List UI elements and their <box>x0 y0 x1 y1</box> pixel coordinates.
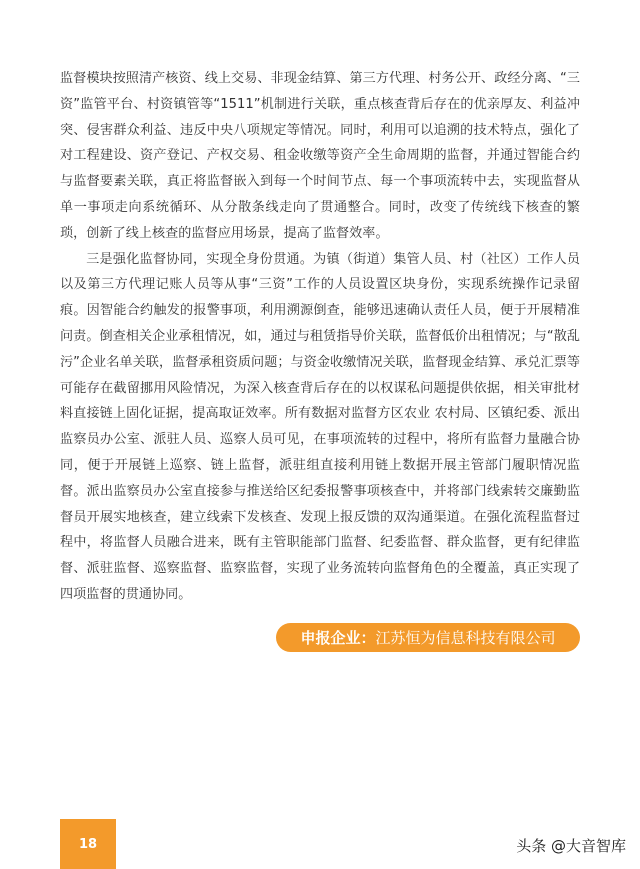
body-paragraph-2: 三是强化监督协同，实现全身份贯通。为镇（街道）集管人员、村（社区）工作人员以及第三方代理记账人员等从事“三资”工作的人员设置区块身份，实现系统操作记录留痕。因智能合约触发的报警事项，利用溯源倒查，能够迅速确认责任人员，便于开展精准问责。倒查相关企业承租情况，如，通过与租赁指导价关联，监督低价出租情况；与“散乱污”企业名单关联，监督承租资质问题；与资金收缴情况关联，监督现金结算、承兑汇票等可能存在截留挪用风险情况，为深入核查背后存在的以权谋私问题提供依据，相关审批材料直接链上固化证据，提高取证效率。所有数据对监督方区农业 农村局、区镇纪委、派出监察员办公室、派驻人员、巡察人员可见，在事项流转的过程中，将所有监督力量融合协同，便于开展链上巡察、链上监督，派驻组直接利用链上数据开展主管部门履职情况监督。派出监察员办公室直接参与推送给区纪委报警事项核查中，并将部门线索转交廉勤监督员开展实地核查，建立线索下发核查、发现上报反馈的双沟通渠道。在强化流程监督过程中，将监督人员融合进来，既有主管职能部门监督、纪委监督、群众监督，更有纪律监督、派驻监督、巡察监督、监察监督，实现了业务流转向监督角色的全覆盖，真正实现了四项监督的贯通协同。 <box>60 251 580 602</box>
page-number: 18 <box>60 819 116 869</box>
article-body <box>60 66 580 608</box>
body-paragraph-1: 监督模块按照清产核资、线上交易、非现金结算、第三方代理、村务公开、政经分离、“三资”监管平台、村资镇管等“1511”机制进行关联，重点核查背后存在的优亲厚友、利益冲突、侵害群众利益、违反中央八项规定等情况。同时，利用可以追溯的技术特点，强化了对工程建设、资产登记、产权交易、租金收缴等资产全生命周期的监督，并通过智能合约与监督要素关联，真正将监督嵌入到每一个时间节点、每一个事项流转中去，实现监督从单一事项走向系统循环、从分散条线走向了贯通整合。同时，改变了传统线下核查的繁琐，创新了线上核查的监督应用场景，提高了监督效率。 <box>60 71 580 241</box>
applicant-banner <box>276 623 580 652</box>
source-watermark: 头条 @大音智库 <box>516 837 626 855</box>
applicant-company: 江苏恒为信息科技有限公司 <box>375 629 556 647</box>
applicant-label: 申报企业： <box>300 629 376 647</box>
